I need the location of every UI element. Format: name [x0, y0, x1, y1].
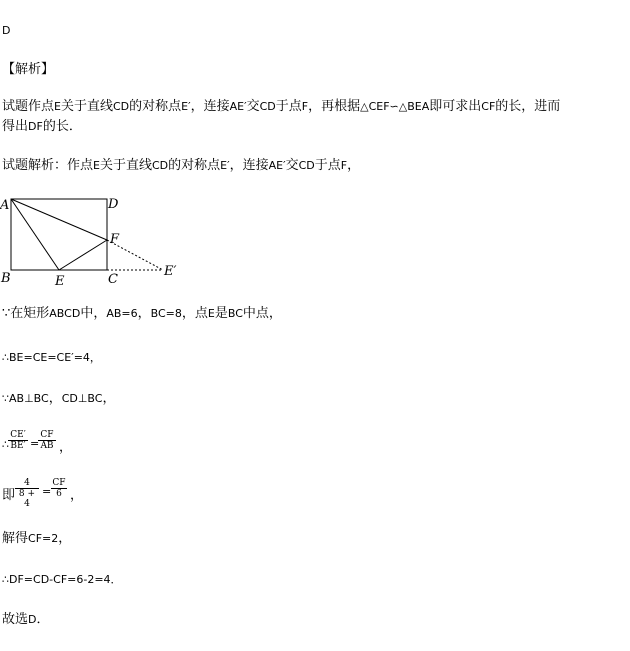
analysis-text: 得出: [2, 119, 29, 134]
therefore-symbol: ∴: [2, 438, 9, 451]
step-var: AB=6: [106, 307, 138, 320]
analysis-var: E: [54, 100, 61, 113]
rectangle-abcd: [11, 199, 107, 270]
label-d: D: [108, 197, 119, 212]
analysis-text: 交: [246, 99, 260, 114]
solution-var: F: [340, 159, 348, 172]
segment-ef: [59, 240, 107, 270]
step-6: [2, 531, 71, 547]
comma: ，: [70, 488, 84, 503]
analysis-text: 的长．: [42, 119, 82, 134]
analysis-text: ，再根据: [308, 99, 361, 114]
analysis-var: CD: [259, 100, 276, 113]
step-8: [2, 612, 50, 628]
step-text: ，点: [181, 306, 208, 321]
solution-text: 于点: [314, 158, 341, 173]
fraction-cf-ab: [38, 430, 56, 451]
analysis-var: F: [301, 100, 309, 113]
fraction-4-over-8plus4: [15, 478, 39, 509]
solution-text: ，: [347, 158, 361, 173]
step-var: D: [28, 613, 37, 626]
solution-var: AE′: [268, 159, 286, 172]
label-c: C: [108, 272, 118, 287]
namely-text: 即: [2, 488, 16, 503]
step-var: E: [207, 307, 215, 320]
label-e-prime: E′: [164, 264, 177, 279]
step-var: BC: [227, 307, 243, 320]
solution-text: ，连接: [229, 158, 269, 173]
step-7: ∴DF=CD-CF=6-2=4．: [2, 573, 122, 586]
solution-text: 交: [285, 158, 299, 173]
solution-var: CD: [298, 159, 315, 172]
step-text: ∵在矩形: [2, 306, 50, 321]
analysis-text: 即可求出: [429, 99, 482, 114]
label-a: A: [0, 198, 10, 213]
analysis-var: △CEF∽△BEA: [360, 100, 430, 113]
step-text: 是: [214, 306, 228, 321]
analysis-var: CF: [481, 100, 496, 113]
analysis-text: 试题作点: [2, 99, 55, 114]
analysis-line-2: [2, 119, 82, 135]
analysis-var: AE′: [229, 100, 247, 113]
fraction-denominator: 8 + 4: [18, 489, 36, 509]
step-text: ，: [102, 391, 116, 406]
analysis-text: ，连接: [190, 99, 230, 114]
fraction-numerator: CF: [40, 430, 54, 440]
solution-text: 的对称点: [168, 158, 221, 173]
step-text: ，: [58, 531, 72, 546]
solution-var: CD: [151, 159, 169, 172]
analysis-text: 的对称点: [129, 99, 182, 114]
comma: ，: [59, 440, 73, 455]
answer-letter: D: [2, 24, 11, 37]
step-var: CF=2: [28, 532, 59, 545]
equals-sign: =: [30, 437, 40, 450]
step-text: 故选: [2, 612, 29, 627]
analysis-var: CD: [112, 100, 130, 113]
label-e: E: [55, 274, 65, 289]
fraction-numerator: CE′: [10, 430, 26, 440]
equals-sign: =: [42, 485, 52, 498]
answer-text: [2, 23, 10, 39]
section-title: 【解析】: [2, 62, 55, 77]
solution-text: 试题解析：作点: [2, 158, 94, 173]
solution-var: E: [93, 159, 100, 172]
step-var: ∵AB⊥BC: [2, 392, 49, 405]
solution-var: E′: [220, 159, 230, 172]
step-text: ，: [48, 391, 62, 406]
step-var: ABCD: [49, 307, 81, 320]
label-b: B: [1, 271, 11, 286]
step-1: [2, 306, 282, 322]
step-var: CD⊥BC: [61, 392, 103, 405]
step-3: [2, 391, 116, 407]
fraction-denominator: AB: [40, 441, 54, 451]
solution-intro: [2, 158, 360, 174]
analysis-text: 于点: [275, 99, 302, 114]
analysis-var: DF: [28, 120, 43, 133]
fraction-numerator: 4: [24, 478, 30, 488]
fraction-denominator: 6: [56, 489, 62, 499]
step-text: ，: [137, 306, 151, 321]
fraction-ce-be: [8, 430, 28, 451]
step-text: 解得: [2, 531, 29, 546]
step-2: ∴BE=CE=CE′=4，: [2, 351, 101, 364]
fraction-numerator: CF: [52, 478, 66, 488]
step-text: ．: [36, 612, 50, 627]
step-text: 中，: [80, 306, 107, 321]
analysis-text: 关于直线: [60, 99, 113, 114]
label-f: F: [110, 232, 120, 247]
analysis-var: E′: [181, 100, 191, 113]
geometry-figure: [0, 192, 190, 292]
analysis-text: 的长，进而: [495, 99, 561, 114]
step-text: 中点，: [242, 306, 282, 321]
analysis-line-1: [2, 99, 560, 115]
fraction-denominator: BE′: [10, 441, 26, 451]
step-var: BC=8: [150, 307, 182, 320]
fraction-cf-6: [51, 478, 67, 499]
solution-text: 关于直线: [99, 158, 152, 173]
